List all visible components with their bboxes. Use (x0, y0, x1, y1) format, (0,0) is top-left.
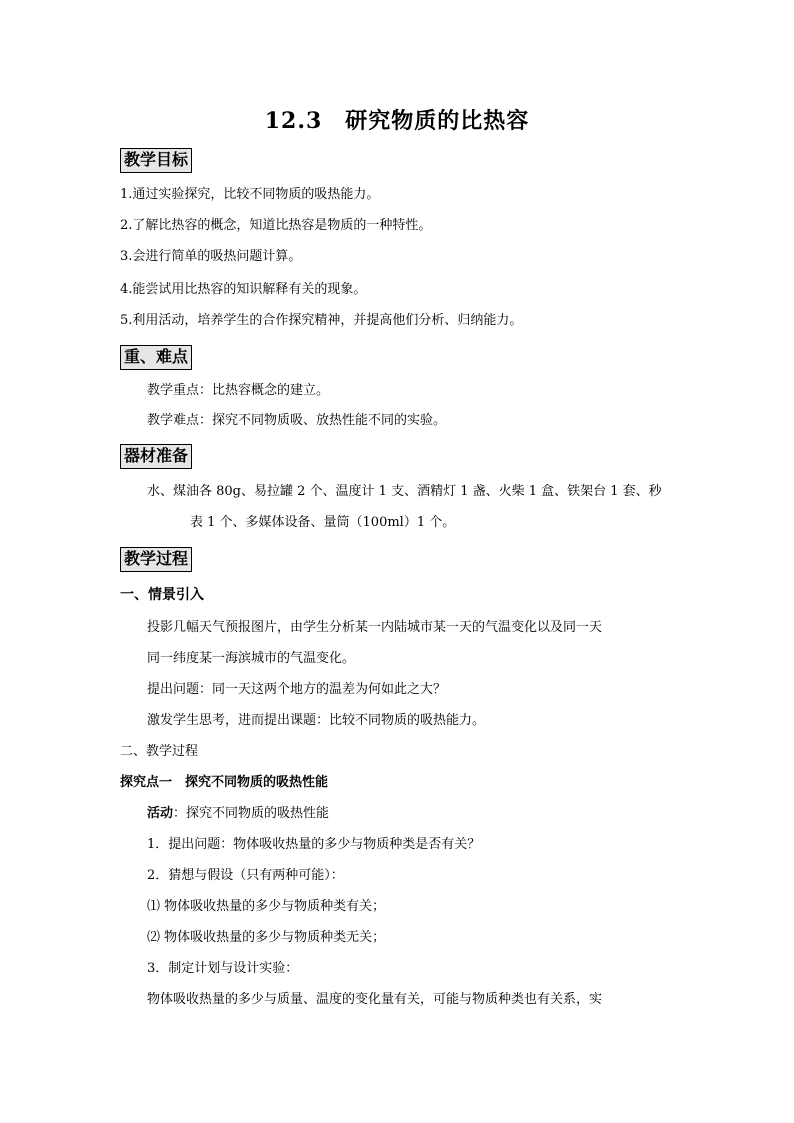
materials-line-2: 表 1 个、多媒体设备、量筒（100ml）1 个。 (190, 515, 456, 530)
step-2: 2．猜想与假设（只有两种可能）： (147, 868, 344, 883)
section-heading-process: 教学过程 (120, 547, 192, 572)
goal-item-5: 5.利用活动，培养学生的合作探究精神，并提高他们分析、归纳能力。 (120, 313, 523, 328)
materials-line-1: 水、煤油各 80g、易拉罐 2 个、温度计 1 支、酒精灯 1 盏、火柴 1 盒、铁架台 1 套、秒 (147, 484, 662, 499)
intro-paragraph-line-1: 投影几幅天气预报图片，由学生分析某一内陆城市某一天的气温变化以及同一天 (147, 620, 603, 635)
hypothesis-2: ⑵ 物体吸收热量的多少与物质种类无关； (147, 930, 386, 945)
explore-point-heading: 探究点一 探究不同物质的吸热性能 (120, 775, 329, 790)
section-heading-key-points: 重、难点 (120, 345, 192, 370)
intro-heading: 一、情景引入 (120, 587, 204, 603)
goal-item-1: 1.通过实验探究，比较不同物质的吸热能力。 (120, 187, 380, 202)
plan-paragraph-line: 物体吸收热量的多少与质量、温度的变化量有关，可能与物质种类也有关系，实 (147, 992, 603, 1007)
goal-item-3: 3.会进行简单的吸热问题计算。 (120, 249, 302, 264)
process-heading: 二、教学过程 (120, 744, 199, 759)
section-heading-goals: 教学目标 (120, 148, 192, 173)
step-3: 3．制定计划与设计实验： (147, 961, 299, 976)
difficult-point-text: 教学难点：探究不同物质吸、放热性能不同的实验。 (147, 413, 447, 428)
activity-line (147, 805, 329, 823)
intro-paragraph-line-2: 同一纬度某一海滨城市的气温变化。 (147, 651, 356, 666)
step-1: 1．提出问题：物体吸收热量的多少与物质种类是否有关？ (147, 837, 481, 852)
hypothesis-1: ⑴ 物体吸收热量的多少与物质种类有关； (147, 899, 386, 914)
activity-label: 活动 (147, 806, 174, 821)
intro-question: 提出问题：同一天这两个地方的温差为何如此之大？ (147, 682, 447, 697)
section-heading-materials: 器材准备 (120, 444, 192, 469)
goal-item-4: 4.能尝试用比热容的知识解释有关的现象。 (120, 282, 367, 297)
intro-topic: 激发学生思考，进而提出课题：比较不同物质的吸热能力。 (147, 713, 486, 728)
page-title: 12.3 研究物质的比热容 (264, 108, 530, 134)
key-point-text: 教学重点：比热容概念的建立。 (147, 383, 330, 398)
goal-item-2: 2.了解比热容的概念，知道比热容是物质的一种特性。 (120, 218, 432, 233)
activity-text: ：探究不同物质的吸热性能 (173, 806, 330, 821)
